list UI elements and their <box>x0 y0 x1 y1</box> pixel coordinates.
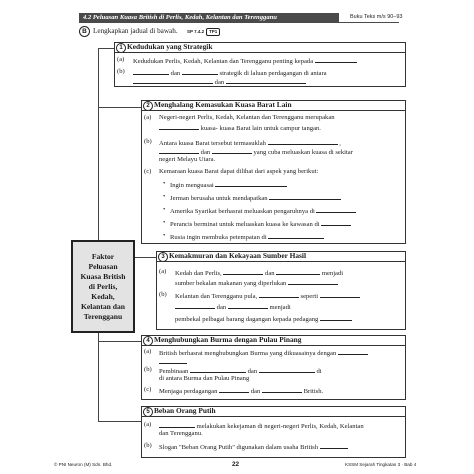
answer-blank[interactable] <box>316 206 356 213</box>
answer-blank[interactable] <box>320 314 352 321</box>
answer-blank[interactable] <box>262 386 302 393</box>
page-number: 22 <box>232 461 240 468</box>
item-text: Kemaraan kuasa Barat dapat dilihat dari aspek yang berikut: <box>159 168 319 175</box>
answer-blank[interactable] <box>268 232 324 239</box>
answer-blank[interactable] <box>226 77 306 84</box>
answer-blank[interactable] <box>159 357 187 364</box>
answer-blank[interactable] <box>338 348 368 355</box>
item-text: dan strategik di laluan perdagangan di antara <box>133 68 327 78</box>
answer-blank[interactable] <box>276 268 320 275</box>
section-letter-badge: B <box>79 26 90 37</box>
bullet-text: Ingin menguasai <box>170 180 287 190</box>
answer-blank[interactable] <box>320 442 348 449</box>
factor-title-4: Menghubungkan Burma dengan Pulau Pinang <box>154 335 302 344</box>
item-label: (b) <box>144 442 152 449</box>
bullet-text: Amerika Syarikat berhasrat meluaskan pengaruhnya di <box>170 206 356 216</box>
item-text: Kelantan dan Terengganu pula, seperti <box>175 291 360 301</box>
factor-line: Kelantan dan <box>80 301 126 311</box>
item-text: dan <box>133 77 306 87</box>
answer-blank[interactable] <box>159 147 199 154</box>
item-text: Kedudukan Perlis, Kedah, Kelantan dan Terengganu penting kepada <box>133 56 357 66</box>
factor-number-2: 2 <box>143 101 153 111</box>
item-text: Kedah dan Perlis, dan menjadi <box>175 270 344 277</box>
answer-blank[interactable] <box>321 219 351 226</box>
answer-blank[interactable] <box>219 386 249 393</box>
branch-line-2 <box>98 107 141 108</box>
item-label: (c) <box>144 386 152 393</box>
title-rule-2 <box>141 110 406 111</box>
bullet-text: Perancis berminat untuk meluaskan kuasa ke kawasan di <box>170 219 351 229</box>
item-text: sumber bekalan makanan yang diperlukan <box>175 278 338 288</box>
answer-blank[interactable] <box>288 278 338 285</box>
bullet-text: Rusia ingin membuka petempatan di <box>170 232 324 242</box>
factor-number-5: 5 <box>143 407 153 417</box>
bullet-dot: • <box>163 180 166 187</box>
item-text: dan Terengganu. <box>159 430 203 437</box>
answer-blank[interactable] <box>223 268 263 275</box>
answer-blank[interactable] <box>315 56 357 63</box>
item-label: (a) <box>144 421 152 428</box>
factor-line: Faktor <box>91 251 115 261</box>
branch-line-1 <box>98 48 114 49</box>
section-instruction: Lengkapkan jadual di bawah. <box>93 27 178 35</box>
answer-blank[interactable] <box>320 291 360 298</box>
section-header-bar: 4.2 Peluasan Kuasa British di Perlis, Kedah, Kelantan dan Terengganu <box>79 13 339 22</box>
factor-line: Kuasa British <box>80 271 126 281</box>
answer-blank[interactable] <box>133 77 213 84</box>
item-text: British berhasrat menghubungkan Burma yang dikuasainya dengan <box>159 348 368 358</box>
title-rule-1 <box>114 52 406 53</box>
answer-blank[interactable] <box>268 138 338 145</box>
factor-center-box <box>71 240 135 333</box>
bullet-dot: • <box>163 206 166 213</box>
item-label: (a) <box>144 114 152 121</box>
factor-number-1: 1 <box>116 43 126 53</box>
factor-line: Terengganu <box>83 311 123 321</box>
item-text: melakukan kekejaman di negeri-negeri Perlis, Kedah, Kelantan <box>159 421 364 431</box>
answer-blank[interactable] <box>159 421 195 428</box>
branch-line-5 <box>98 421 141 422</box>
item-text: Pembinaan dan di <box>159 368 322 375</box>
item-text: pembekal pelbagai barang dagangan kepada pedagang <box>175 314 352 324</box>
item-text: dan yang cuba meluaskan kuasa di sekitar <box>159 147 353 157</box>
item-label: (a) <box>159 268 167 275</box>
branch-line-3 <box>135 257 156 258</box>
tree-trunk-line <box>98 48 99 421</box>
answer-blank[interactable] <box>228 302 268 309</box>
factor-title-2: Menghalang Kemasukan Kuasa Barat Lain <box>154 100 292 109</box>
textbook-reference: Buku Teks m/s 90–93 <box>350 14 403 20</box>
answer-blank[interactable] <box>259 366 315 373</box>
item-text: Negeri-negeri Perlis, Kedah, Kelantan dan Terengganu merupakan <box>159 114 335 121</box>
answer-blank[interactable] <box>212 147 252 154</box>
answer-blank[interactable] <box>215 180 287 187</box>
factor-number-4: 4 <box>143 336 153 346</box>
factor-title-5: Beban Orang Putih <box>154 406 216 415</box>
footer-book-title: KSSM Sejarah Tingkatan 3 · Bab 4 <box>345 462 417 467</box>
answer-blank[interactable] <box>269 193 341 200</box>
branch-line-4 <box>98 341 141 342</box>
item-label: (b) <box>144 366 152 373</box>
item-text: dan menjadi <box>175 302 291 312</box>
item-label: (b) <box>117 68 125 75</box>
factor-line: Kedah, <box>91 291 115 301</box>
answer-blank[interactable] <box>133 68 169 75</box>
tp-badge: TP1 <box>206 28 220 36</box>
factor-number-3: 3 <box>158 252 168 262</box>
factor-line: Peluasan <box>88 261 118 271</box>
answer-blank[interactable] <box>159 123 199 130</box>
footer-copyright: © PNI Neuron (M) Sdn. Bhd. <box>54 462 113 467</box>
answer-blank[interactable] <box>175 302 215 309</box>
item-text: Antara kuasa Barat tersebut termasuklah , <box>159 140 341 147</box>
answer-blank[interactable] <box>182 68 218 75</box>
item-label: (b) <box>144 138 152 145</box>
factor-line: di Perlis, <box>88 281 118 291</box>
item-text: di antara Burma dan Pulau Pinang <box>159 375 250 382</box>
bullet-dot: • <box>163 193 166 200</box>
item-label: (b) <box>159 291 167 298</box>
item-text: Menjaga perdagangan dan British. <box>159 388 324 395</box>
title-rule-5 <box>141 416 406 417</box>
bullet-dot: • <box>163 232 166 239</box>
item-text: kuasa- kuasa Barat lain untuk campur tangan. <box>159 123 321 133</box>
bullet-dot: • <box>163 219 166 226</box>
item-label: (a) <box>117 56 125 63</box>
sp-code: SP 7.4.2 <box>187 29 205 34</box>
factor-title-1: Kedudukan yang Strategik <box>127 42 213 51</box>
item-text: Slogan "Beban Orang Putih" digunakan dalam usaha British <box>159 442 348 452</box>
factor-title-3: Kemakmuran dan Kekayaan Sumber Hasil <box>169 251 307 260</box>
item-label: (a) <box>144 348 152 355</box>
header-rule <box>79 22 399 23</box>
item-text: negeri Melayu Utara. <box>159 156 216 163</box>
item-label: (c) <box>144 168 152 175</box>
answer-blank[interactable] <box>190 366 246 373</box>
title-rule-3 <box>156 261 406 262</box>
answer-blank[interactable] <box>259 291 299 298</box>
bullet-text: Jerman berusaha untuk mendapatkan <box>170 193 341 203</box>
title-rule-4 <box>141 345 406 346</box>
